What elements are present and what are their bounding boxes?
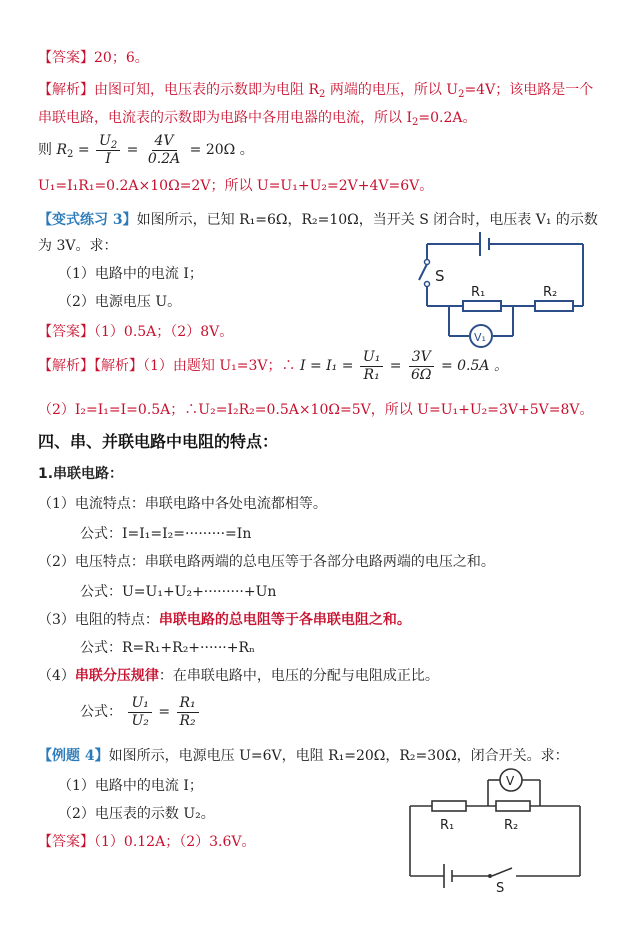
resistor-r1 (463, 301, 501, 311)
equation-result: = 0.5A 。 (440, 358, 508, 374)
switch-label: S (496, 881, 505, 894)
answer-tag: 【答案】 (38, 834, 94, 850)
denominator: 0.2A (147, 150, 181, 167)
analysis-text: （1）由题知 U₁=3V；∴ (143, 358, 296, 374)
fraction-u1-over-u2 (128, 695, 151, 730)
answer-3 (38, 322, 233, 342)
fraction-r1-over-r2 (177, 695, 199, 730)
denominator: R₂ (179, 712, 196, 729)
switch-blade (419, 264, 427, 280)
answer-text: 20；6。 (94, 50, 149, 66)
answer-text: （1）0.12A；（2）3.6V。 (94, 834, 256, 850)
calc-prefix: 则 (38, 142, 52, 158)
analysis-1-line-2 (38, 108, 476, 128)
formula-3: 公式：R=R₁+R₂+······+Rₙ (80, 640, 256, 656)
subscript: 2 (110, 139, 118, 151)
calc-2: U₁=I₁R₁=0.2A×10Ω=2V；所以 U=U₁+U₂=2V+4V=6V。 (38, 178, 434, 194)
analysis-tag: 【解析】 (38, 82, 94, 98)
circuit-diagram-2 (400, 764, 590, 894)
feature-text: ：在串联电路中，电压的分配与电阻成正比。 (158, 668, 439, 684)
calc-result: = 20Ω 。 (189, 142, 254, 158)
r1-label: R₁ (471, 285, 486, 300)
fraction-u1-over-r1 (360, 349, 383, 384)
answer-1 (38, 48, 149, 68)
subscript: 2 (67, 149, 74, 160)
fraction-4v-over-02a (145, 133, 183, 168)
fraction-u2-over-i (96, 133, 120, 168)
calc-1: 则 $R_2$ = $\frac{U_2}{I}$ = $\frac{4V}{0.2A}$ = 20Ω 。 (38, 132, 254, 167)
feature-highlight: 串联分压规律 (74, 668, 159, 684)
denominator: U₂ (131, 712, 149, 729)
feature-1: （1）电流特点：串联电路中各处电流都相等。 (38, 496, 327, 512)
circuit-diagram-1 (405, 228, 595, 352)
r2-label: R₂ (504, 818, 519, 833)
feature-2: （2）电压特点：串联电路两端的总电压等于各部分电路两端的电压之和。 (38, 554, 495, 570)
answer-tag: 【答案】 (38, 50, 94, 66)
practice-text: 如图所示，已知 R₁=6Ω，R₂=10Ω，当开关 S 闭合时，电压表 V₁ 的示数 (136, 212, 598, 228)
example-4-line-1 (38, 746, 569, 766)
switch-label: S (435, 267, 445, 285)
equation-lhs: I = I₁ = (299, 358, 354, 374)
numerator: U (99, 132, 111, 149)
analysis-text: =0.2A。 (418, 110, 477, 126)
feature-4 (38, 666, 439, 686)
switch-terminal (488, 874, 492, 878)
analysis-tag: 【解析】【解析】 (38, 358, 143, 374)
numerator: R₁ (177, 695, 199, 713)
numerator: U₁ (360, 349, 383, 367)
fraction-3v-over-6ohm (408, 349, 435, 384)
denominator: I (105, 150, 111, 167)
section-4-subtitle: 1.串联电路： (38, 466, 124, 482)
switch-terminal (425, 282, 430, 287)
r1-label: R₁ (440, 818, 455, 833)
feature-3 (38, 610, 411, 630)
feature-text: （4） (38, 668, 75, 684)
feature-text: （3）电阻的特点： (38, 612, 159, 628)
formula-4: 公式： $\frac{\text{U₁}}{\text{U₂}}$ = $\frac{\text{R₁}}{\text{R₂}}$ (80, 692, 201, 732)
answer-4 (38, 832, 255, 852)
r2-label: R₂ (543, 285, 558, 300)
analysis-1-line-1 (38, 80, 593, 100)
practice-3-q1: （1）电路中的电流 I； (58, 266, 203, 282)
example-4-q2: （2）电压表的示数 U₂。 (58, 806, 215, 822)
resistor-r2 (496, 801, 530, 811)
practice-3-q2: （2）电源电压 U。 (58, 294, 182, 310)
example-text: 如图所示，电源电压 U=6V，电阻 R₁=20Ω，R₂=30Ω，闭合开关。求： (108, 748, 569, 764)
section-4-title: 四、串、并联电路中电阻的特点： (38, 432, 279, 451)
feature-highlight: 串联电路的总电阻等于各串联电阻之和。 (158, 612, 411, 628)
denominator: 6Ω (410, 366, 432, 383)
switch-terminal (425, 260, 430, 265)
resistor-r2 (535, 301, 573, 311)
subscript: 2 (458, 89, 465, 100)
subscript: 2 (319, 89, 326, 100)
answer-tag: 【答案】 (38, 324, 94, 340)
analysis-3-line-2: （2）I₂=I₁=I=0.5A；∴U₂=I₂R₂=0.5A×10Ω=5V，所以 U=U₁+U₂=3V+5V=8V。 (38, 402, 594, 418)
formula-prefix: 公式： (80, 704, 122, 720)
practice-tag: 【变式练习 3】 (38, 212, 137, 228)
analysis-3-line-1: 【解析】【解析】（1）由题知 U₁=3V；∴ I = I₁ = $\frac{\text{U₁}}{\text{R₁}}$ = $\frac{3V}{6\Omega}$ = 0.5A 。 (38, 348, 508, 383)
denominator: R₁ (363, 366, 380, 383)
formula-2: 公式：U=U₁+U₂+·········+Un (80, 584, 277, 600)
subscript: 2 (411, 117, 419, 128)
numerator: 4V (152, 133, 177, 151)
practice-3-line-1 (38, 210, 598, 230)
resistor-r1 (432, 801, 466, 811)
numerator: U₁ (128, 695, 151, 713)
analysis-text: 串联电路，电流表的示数即为电路中各用电器的电流，所以 I (38, 110, 412, 126)
calc-lhs: R (56, 142, 67, 158)
answer-text: （1）0.5A；（2）8V。 (94, 324, 234, 340)
example-tag: 【例题 4】 (38, 748, 109, 764)
example-4-q1: （1）电路中的电流 I； (58, 778, 203, 794)
switch-blade (492, 868, 512, 876)
voltmeter-label: V (506, 774, 515, 788)
numerator: 3V (409, 349, 434, 367)
analysis-text: =4V；该电路是一个 (464, 82, 594, 98)
voltmeter-label: V₁ (474, 331, 486, 344)
analysis-text: 由图可知，电压表的示数即为电阻 R (94, 82, 319, 98)
analysis-text: 两端的电压，所以 U (325, 82, 459, 98)
practice-3-line-2: 为 3V。求： (38, 238, 118, 254)
formula-1: 公式：I=I₁=I₂=·········=In (80, 526, 252, 542)
